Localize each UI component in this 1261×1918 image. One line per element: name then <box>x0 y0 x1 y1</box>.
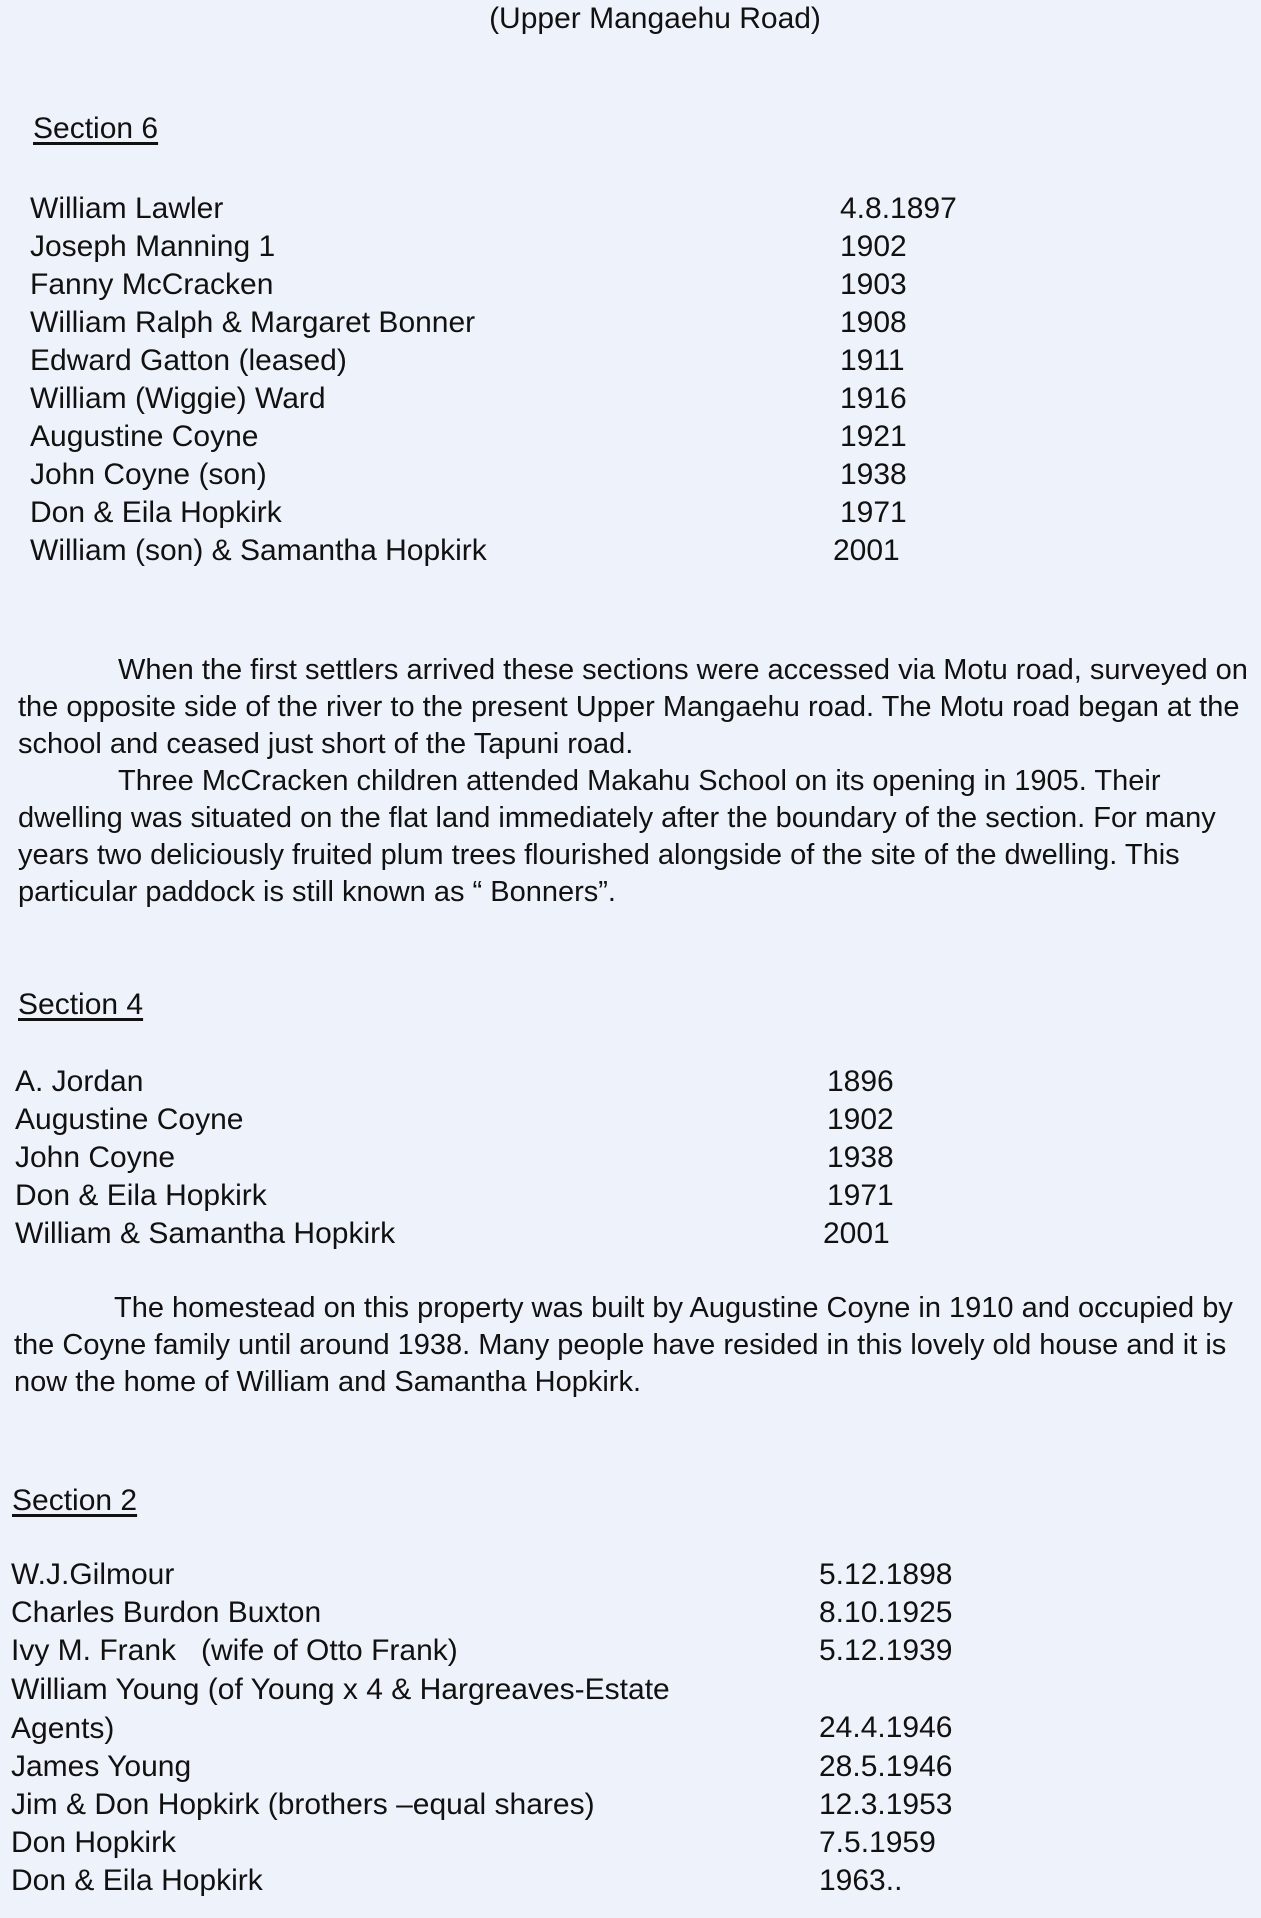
owner-name: Charles Burdon Buxton <box>11 1596 322 1629</box>
owner-name: Augustine Coyne <box>15 1103 244 1136</box>
owner-date: 12.3.1953 <box>819 1788 953 1821</box>
owner-date: 2001 <box>823 1217 890 1250</box>
owner-name: William Lawler <box>30 192 224 225</box>
owner-date: 1938 <box>827 1141 894 1174</box>
owner-name: William & Samantha Hopkirk <box>15 1217 396 1250</box>
owner-name: Ivy M. Frank (wife of Otto Frank) <box>11 1634 458 1667</box>
owner-name: Joseph Manning 1 <box>30 230 276 263</box>
owner-date: 5.12.1898 <box>819 1558 953 1591</box>
owner-date: 4.8.1897 <box>840 192 957 225</box>
owner-date: 24.4.1946 <box>819 1711 953 1744</box>
owner-date: 1971 <box>827 1179 894 1212</box>
paragraph: Three McCracken children attended Makahu School on its opening in 1905. Their dwelling was situated on the flat land immediately after the boundary of the section. For many years two deliciously fruited plum trees flourished alongside of the site of the dwelling. This particular paddock is still known as “ Bonners”. <box>18 765 1216 908</box>
owner-date: 1963.. <box>819 1864 903 1897</box>
owner-date: 1916 <box>840 382 907 415</box>
owner-name: William Ralph & Margaret Bonner <box>30 306 476 339</box>
owner-date: 1911 <box>840 344 905 377</box>
owner-name: Don Hopkirk <box>11 1826 177 1859</box>
owner-date: 5.12.1939 <box>819 1634 953 1667</box>
owner-date: 2001 <box>833 534 900 567</box>
owner-date: 1921 <box>840 420 907 453</box>
section-6-heading: Section 6 <box>33 112 159 145</box>
section-6-text <box>18 652 1250 911</box>
owner-date: 1908 <box>840 306 907 339</box>
owner-name: Don & Eila Hopkirk <box>15 1179 267 1212</box>
owner-name: Don & Eila Hopkirk <box>30 496 282 529</box>
owner-name: William Young (of Young x 4 & Hargreaves-Estate Agents) <box>11 1673 670 1745</box>
owner-date: 7.5.1959 <box>819 1826 936 1859</box>
owner-name: Augustine Coyne <box>30 420 259 453</box>
owner-name: Don & Eila Hopkirk <box>11 1864 263 1897</box>
section-4-text <box>14 1290 1250 1401</box>
owner-date: 8.10.1925 <box>819 1596 953 1629</box>
owner-name: John Coyne (son) <box>30 458 267 491</box>
section-2-heading: Section 2 <box>12 1484 138 1517</box>
owner-date: 28.5.1946 <box>819 1750 953 1783</box>
owner-name: Fanny McCracken <box>30 268 274 301</box>
owner-date: 1896 <box>827 1065 894 1098</box>
paragraph: When the first settlers arrived these sections were accessed via Motu road, surveyed on the opposite side of the river to the present Upper Mangaehu road. The Motu road began at the school and ceased just short of the Tapuni road. <box>18 654 1248 760</box>
owner-name: James Young <box>11 1750 192 1783</box>
owner-name: Jim & Don Hopkirk (brothers –equal shares) <box>11 1788 595 1821</box>
owner-name: A. Jordan <box>15 1065 144 1098</box>
owner-name: W.J.Gilmour <box>11 1558 175 1591</box>
section-4-heading: Section 4 <box>18 988 144 1021</box>
owner-name: William (son) & Samantha Hopkirk <box>30 534 487 567</box>
page-title: (Upper Mangaehu Road) <box>489 2 821 35</box>
owner-date: 1902 <box>840 230 907 263</box>
owner-date: 1971 <box>840 496 907 529</box>
owner-date: 1938 <box>840 458 907 491</box>
owner-name: Edward Gatton (leased) <box>30 344 347 377</box>
owner-name: William (Wiggie) Ward <box>30 382 326 415</box>
owner-date: 1902 <box>827 1103 894 1136</box>
owner-date: 1903 <box>840 268 907 301</box>
paragraph: The homestead on this property was built by Augustine Coyne in 1910 and occupied by the Coyne family until around 1938. Many people have resided in this lovely old house and it is now the home of William and Samantha Hopkirk. <box>14 1292 1233 1398</box>
owner-name: John Coyne <box>15 1141 176 1174</box>
